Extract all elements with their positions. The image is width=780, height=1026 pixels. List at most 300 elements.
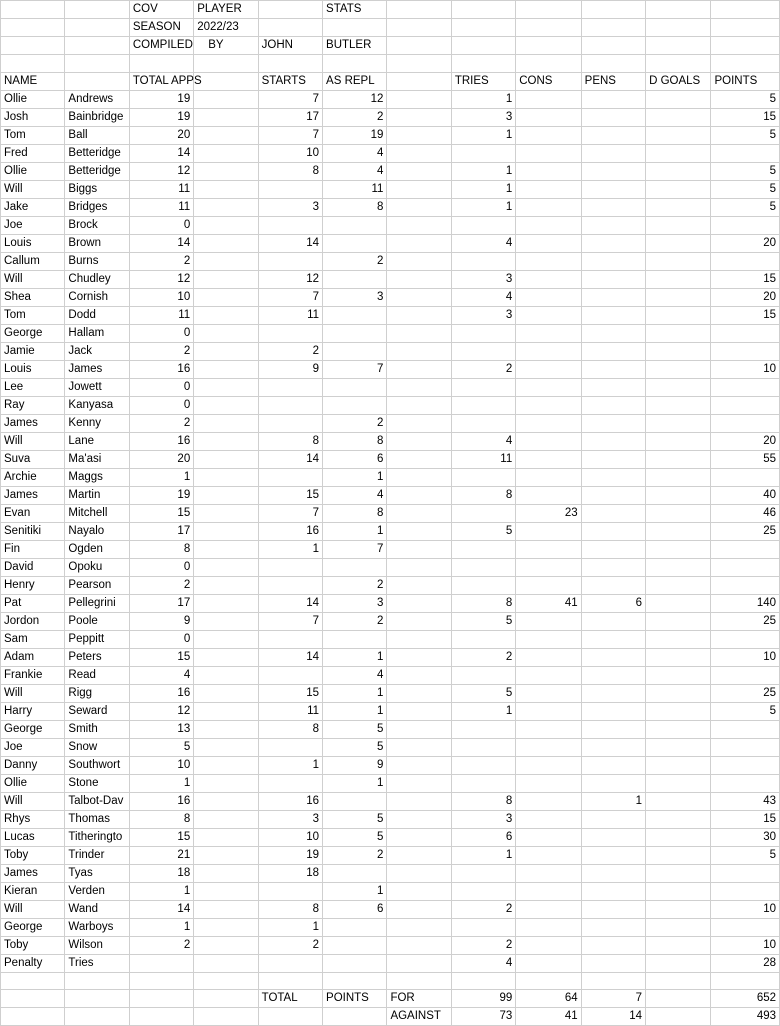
cell-cons[interactable]: 41 (516, 594, 581, 612)
cell-points[interactable] (711, 864, 780, 882)
cell-tries[interactable] (451, 774, 515, 792)
cell-as-repl[interactable]: 8 (323, 432, 387, 450)
cell-last-name[interactable]: Pearson (65, 576, 129, 594)
cell-total-apps[interactable]: 2 (129, 576, 193, 594)
cell-starts[interactable]: 7 (258, 612, 322, 630)
cell-cons[interactable] (516, 810, 581, 828)
cell-points[interactable]: 5 (711, 126, 780, 144)
cell-last-name[interactable]: Chudley (65, 270, 129, 288)
cell-as-repl[interactable]: 2 (323, 108, 387, 126)
cell-first-name[interactable]: Ray (1, 396, 65, 414)
cell-d-goals[interactable] (646, 180, 711, 198)
totals-against-cons[interactable]: 41 (516, 1008, 581, 1026)
cell-cons[interactable] (516, 648, 581, 666)
cell-tries[interactable]: 3 (451, 108, 515, 126)
cell-last-name[interactable]: Kanyasa (65, 396, 129, 414)
cell-as-repl[interactable]: 4 (323, 486, 387, 504)
cell-pens[interactable] (581, 270, 645, 288)
cell-tries[interactable] (451, 504, 515, 522)
cell-d-goals[interactable] (646, 504, 711, 522)
cell-first-name[interactable]: Will (1, 684, 65, 702)
cell-as-repl[interactable]: 4 (323, 162, 387, 180)
cell-last-name[interactable]: Ogden (65, 540, 129, 558)
cell-empty[interactable] (387, 918, 451, 936)
cell-empty[interactable] (194, 90, 258, 108)
cell-points[interactable] (711, 882, 780, 900)
cell-starts[interactable]: 7 (258, 90, 322, 108)
cell-total-apps[interactable]: 12 (129, 702, 193, 720)
cell-first-name[interactable]: Henry (1, 576, 65, 594)
cell-first-name[interactable]: Frankie (1, 666, 65, 684)
cell-as-repl[interactable]: 4 (323, 144, 387, 162)
cell-starts[interactable]: 7 (258, 288, 322, 306)
cell-cons[interactable] (516, 900, 581, 918)
col-d-goals[interactable]: D GOALS (646, 72, 711, 90)
cell-as-repl[interactable] (323, 936, 387, 954)
cell-total-apps[interactable]: 0 (129, 630, 193, 648)
cell-pens[interactable] (581, 576, 645, 594)
cell-as-repl[interactable]: 3 (323, 594, 387, 612)
cell-d-goals[interactable] (646, 792, 711, 810)
cell-first-name[interactable]: Callum (1, 252, 65, 270)
cell-first-name[interactable]: Tom (1, 306, 65, 324)
cell-starts[interactable]: 8 (258, 720, 322, 738)
cell-pens[interactable] (581, 306, 645, 324)
cell-d-goals[interactable] (646, 558, 711, 576)
cell-points[interactable]: 140 (711, 594, 780, 612)
cell-pens[interactable] (581, 504, 645, 522)
cell-starts[interactable]: 14 (258, 594, 322, 612)
cell-first-name[interactable]: Tom (1, 126, 65, 144)
cell-tries[interactable]: 1 (451, 126, 515, 144)
cell-empty[interactable] (194, 486, 258, 504)
cell-starts[interactable] (258, 576, 322, 594)
cell-cons[interactable] (516, 180, 581, 198)
cell-empty[interactable] (387, 324, 451, 342)
cell-as-repl[interactable] (323, 216, 387, 234)
cell-first-name[interactable]: Louis (1, 234, 65, 252)
cell-d-goals[interactable] (646, 648, 711, 666)
cell-points[interactable]: 10 (711, 360, 780, 378)
cell-first-name[interactable]: Josh (1, 108, 65, 126)
cell-as-repl[interactable]: 5 (323, 828, 387, 846)
cell-tries[interactable] (451, 720, 515, 738)
cell-tries[interactable]: 3 (451, 810, 515, 828)
cell-starts[interactable] (258, 252, 322, 270)
cell-d-goals[interactable] (646, 288, 711, 306)
cell-tries[interactable]: 3 (451, 270, 515, 288)
cell-pens[interactable] (581, 468, 645, 486)
cell-cons[interactable] (516, 540, 581, 558)
cell-total-apps[interactable]: 1 (129, 918, 193, 936)
cell-first-name[interactable]: Toby (1, 936, 65, 954)
cell-total-apps[interactable]: 2 (129, 936, 193, 954)
cell-starts[interactable]: 16 (258, 792, 322, 810)
cell-last-name[interactable]: Titheringto (65, 828, 129, 846)
cell-pens[interactable] (581, 666, 645, 684)
cell-empty[interactable] (387, 450, 451, 468)
cell-tries[interactable]: 2 (451, 360, 515, 378)
cell-cons[interactable] (516, 216, 581, 234)
cell-pens[interactable] (581, 846, 645, 864)
cell-pens[interactable] (581, 558, 645, 576)
cell-starts[interactable]: 8 (258, 162, 322, 180)
cell-pens[interactable] (581, 486, 645, 504)
cell-empty[interactable] (387, 846, 451, 864)
cell-empty[interactable] (387, 180, 451, 198)
cell-starts[interactable]: 3 (258, 810, 322, 828)
cell-empty[interactable] (387, 702, 451, 720)
cell-last-name[interactable]: Thomas (65, 810, 129, 828)
cell-empty[interactable] (387, 612, 451, 630)
cell-points[interactable] (711, 540, 780, 558)
cell-tries[interactable] (451, 918, 515, 936)
cell-as-repl[interactable]: 3 (323, 288, 387, 306)
cell-empty[interactable] (194, 414, 258, 432)
cell-cons[interactable] (516, 720, 581, 738)
cell-pens[interactable] (581, 954, 645, 972)
cell-first-name[interactable]: Ollie (1, 90, 65, 108)
cell-empty[interactable] (387, 216, 451, 234)
cell-total-apps[interactable]: 21 (129, 846, 193, 864)
cell-d-goals[interactable] (646, 360, 711, 378)
cell-empty[interactable] (194, 594, 258, 612)
cell-d-goals[interactable] (646, 702, 711, 720)
cell-points[interactable]: 15 (711, 810, 780, 828)
cell-first-name[interactable]: Ollie (1, 162, 65, 180)
cell-total-apps[interactable]: 11 (129, 198, 193, 216)
cell-tries[interactable] (451, 576, 515, 594)
cell-points[interactable]: 5 (711, 90, 780, 108)
cell-pens[interactable] (581, 144, 645, 162)
cell-pens[interactable] (581, 882, 645, 900)
cell-pens[interactable] (581, 432, 645, 450)
cell-points[interactable] (711, 558, 780, 576)
cell-as-repl[interactable] (323, 630, 387, 648)
cell-total-apps[interactable]: 8 (129, 810, 193, 828)
cell-d-goals[interactable] (646, 720, 711, 738)
cell-pens[interactable] (581, 126, 645, 144)
cell-pens[interactable] (581, 684, 645, 702)
cell-as-repl[interactable]: 1 (323, 468, 387, 486)
cell-first-name[interactable]: James (1, 414, 65, 432)
cell-first-name[interactable]: George (1, 720, 65, 738)
cell-cons[interactable] (516, 666, 581, 684)
cell-tries[interactable] (451, 756, 515, 774)
cell-points[interactable] (711, 738, 780, 756)
cell-cons[interactable] (516, 450, 581, 468)
cell-as-repl[interactable] (323, 558, 387, 576)
cell-pens[interactable] (581, 90, 645, 108)
cell-total-apps[interactable]: 12 (129, 270, 193, 288)
cell-empty[interactable] (387, 648, 451, 666)
cell-total-apps[interactable]: 14 (129, 900, 193, 918)
totals-against-tries[interactable]: 73 (451, 1008, 515, 1026)
cell-empty[interactable] (194, 432, 258, 450)
cell-cons[interactable] (516, 738, 581, 756)
cell-last-name[interactable]: Tries (65, 954, 129, 972)
cell-starts[interactable]: 9 (258, 360, 322, 378)
cell-first-name[interactable]: Jamie (1, 342, 65, 360)
cell-cons[interactable] (516, 108, 581, 126)
cell-starts[interactable]: 2 (258, 936, 322, 954)
header-stats[interactable]: STATS (323, 1, 387, 19)
cell-cons[interactable] (516, 576, 581, 594)
cell-last-name[interactable]: Bainbridge (65, 108, 129, 126)
cell-first-name[interactable]: George (1, 324, 65, 342)
cell-as-repl[interactable]: 6 (323, 450, 387, 468)
cell-points[interactable] (711, 216, 780, 234)
cell-starts[interactable] (258, 396, 322, 414)
cell-starts[interactable]: 1 (258, 918, 322, 936)
cell-d-goals[interactable] (646, 522, 711, 540)
cell-points[interactable] (711, 774, 780, 792)
cell-empty[interactable] (387, 414, 451, 432)
cell-tries[interactable]: 1 (451, 180, 515, 198)
cell-empty[interactable] (387, 936, 451, 954)
cell-pens[interactable] (581, 378, 645, 396)
cell-empty[interactable] (387, 738, 451, 756)
cell-total-apps[interactable]: 12 (129, 162, 193, 180)
header-butler[interactable]: BUTLER (323, 37, 387, 55)
totals-for-points[interactable]: 652 (711, 990, 780, 1008)
cell-last-name[interactable]: Peppitt (65, 630, 129, 648)
cell-points[interactable]: 5 (711, 162, 780, 180)
cell-pens[interactable] (581, 900, 645, 918)
cell-d-goals[interactable] (646, 936, 711, 954)
cell-d-goals[interactable] (646, 414, 711, 432)
cell-empty[interactable] (194, 252, 258, 270)
cell-starts[interactable] (258, 738, 322, 756)
cell-last-name[interactable]: Opoku (65, 558, 129, 576)
cell-last-name[interactable]: Betteridge (65, 144, 129, 162)
cell-starts[interactable] (258, 882, 322, 900)
cell-tries[interactable] (451, 738, 515, 756)
cell-as-repl[interactable]: 5 (323, 720, 387, 738)
cell-cons[interactable] (516, 288, 581, 306)
cell-as-repl[interactable]: 2 (323, 414, 387, 432)
cell-cons[interactable] (516, 144, 581, 162)
cell-pens[interactable] (581, 810, 645, 828)
cell-points[interactable] (711, 666, 780, 684)
col-cons[interactable]: CONS (516, 72, 581, 90)
cell-empty[interactable] (387, 900, 451, 918)
cell-d-goals[interactable] (646, 738, 711, 756)
cell-first-name[interactable]: James (1, 864, 65, 882)
header-player[interactable]: PLAYER (194, 1, 258, 19)
cell-starts[interactable] (258, 630, 322, 648)
cell-as-repl[interactable] (323, 306, 387, 324)
cell-d-goals[interactable] (646, 954, 711, 972)
cell-first-name[interactable]: Harry (1, 702, 65, 720)
cell-total-apps[interactable]: 0 (129, 216, 193, 234)
cell-points[interactable]: 15 (711, 270, 780, 288)
cell-first-name[interactable]: Fin (1, 540, 65, 558)
cell-as-repl[interactable] (323, 792, 387, 810)
cell-starts[interactable]: 2 (258, 342, 322, 360)
cell-total-apps[interactable]: 19 (129, 108, 193, 126)
cell-as-repl[interactable]: 1 (323, 774, 387, 792)
cell-total-apps[interactable]: 13 (129, 720, 193, 738)
totals-for-dgoals[interactable] (646, 990, 711, 1008)
cell-starts[interactable]: 8 (258, 900, 322, 918)
cell-pens[interactable] (581, 756, 645, 774)
cell-tries[interactable]: 4 (451, 432, 515, 450)
cell-empty[interactable] (194, 702, 258, 720)
cell-cons[interactable] (516, 414, 581, 432)
cell-as-repl[interactable]: 7 (323, 360, 387, 378)
cell-tries[interactable] (451, 378, 515, 396)
cell-d-goals[interactable] (646, 216, 711, 234)
cell-as-repl[interactable]: 6 (323, 900, 387, 918)
cell-d-goals[interactable] (646, 846, 711, 864)
cell-cons[interactable] (516, 522, 581, 540)
cell-as-repl[interactable] (323, 396, 387, 414)
cell-cons[interactable] (516, 396, 581, 414)
cell-last-name[interactable]: Southwort (65, 756, 129, 774)
cell-starts[interactable]: 17 (258, 108, 322, 126)
cell-first-name[interactable]: George (1, 918, 65, 936)
cell-cons[interactable] (516, 342, 581, 360)
cell-tries[interactable] (451, 144, 515, 162)
cell-empty[interactable] (194, 288, 258, 306)
cell-last-name[interactable]: Nayalo (65, 522, 129, 540)
cell-d-goals[interactable] (646, 756, 711, 774)
cell-last-name[interactable]: Mitchell (65, 504, 129, 522)
cell-cons[interactable] (516, 630, 581, 648)
cell-d-goals[interactable] (646, 918, 711, 936)
cell-total-apps[interactable]: 4 (129, 666, 193, 684)
cell-cons[interactable] (516, 468, 581, 486)
cell-last-name[interactable]: Talbot-Dav (65, 792, 129, 810)
cell-empty[interactable] (194, 666, 258, 684)
col-as-repl[interactable]: AS REPL (323, 72, 387, 90)
cell-tries[interactable]: 11 (451, 450, 515, 468)
cell-empty[interactable] (387, 954, 451, 972)
cell-first-name[interactable]: Pat (1, 594, 65, 612)
cell-d-goals[interactable] (646, 864, 711, 882)
totals-total-label[interactable]: TOTAL (258, 990, 322, 1008)
cell-as-repl[interactable]: 1 (323, 522, 387, 540)
cell-tries[interactable]: 3 (451, 306, 515, 324)
cell-empty[interactable] (194, 792, 258, 810)
cell-total-apps[interactable]: 2 (129, 252, 193, 270)
cell-d-goals[interactable] (646, 108, 711, 126)
cell-total-apps[interactable]: 19 (129, 90, 193, 108)
cell-d-goals[interactable] (646, 468, 711, 486)
cell-starts[interactable]: 18 (258, 864, 322, 882)
header-cov[interactable]: COV (129, 1, 193, 19)
cell-d-goals[interactable] (646, 378, 711, 396)
cell-cons[interactable] (516, 198, 581, 216)
cell-pens[interactable] (581, 180, 645, 198)
cell-empty[interactable] (387, 756, 451, 774)
cell-starts[interactable]: 15 (258, 684, 322, 702)
cell-empty[interactable] (387, 522, 451, 540)
cell-pens[interactable] (581, 414, 645, 432)
cell-as-repl[interactable]: 7 (323, 540, 387, 558)
cell-starts[interactable] (258, 666, 322, 684)
cell-points[interactable]: 20 (711, 288, 780, 306)
cell-d-goals[interactable] (646, 234, 711, 252)
cell-total-apps[interactable]: 0 (129, 558, 193, 576)
cell-tries[interactable] (451, 540, 515, 558)
cell-total-apps[interactable]: 10 (129, 288, 193, 306)
cell-as-repl[interactable]: 1 (323, 684, 387, 702)
cell-tries[interactable] (451, 342, 515, 360)
cell-tries[interactable]: 1 (451, 162, 515, 180)
cell-empty[interactable] (387, 486, 451, 504)
cell-last-name[interactable]: Poole (65, 612, 129, 630)
cell-empty[interactable] (194, 216, 258, 234)
cell-tries[interactable]: 1 (451, 90, 515, 108)
cell-tries[interactable]: 8 (451, 594, 515, 612)
cell-d-goals[interactable] (646, 576, 711, 594)
cell-last-name[interactable]: Peters (65, 648, 129, 666)
cell-empty[interactable] (194, 720, 258, 738)
cell-pens[interactable] (581, 324, 645, 342)
cell-total-apps[interactable]: 0 (129, 396, 193, 414)
cell-points[interactable]: 20 (711, 432, 780, 450)
cell-as-repl[interactable]: 2 (323, 612, 387, 630)
cell-d-goals[interactable] (646, 900, 711, 918)
cell-points[interactable]: 40 (711, 486, 780, 504)
cell-last-name[interactable]: Seward (65, 702, 129, 720)
cell-empty[interactable] (194, 882, 258, 900)
cell-tries[interactable]: 4 (451, 234, 515, 252)
cell-cons[interactable] (516, 432, 581, 450)
cell-d-goals[interactable] (646, 252, 711, 270)
cell-empty[interactable] (194, 828, 258, 846)
cell-empty[interactable] (387, 576, 451, 594)
cell-empty[interactable] (387, 774, 451, 792)
cell-first-name[interactable]: Toby (1, 846, 65, 864)
cell-d-goals[interactable] (646, 306, 711, 324)
cell-points[interactable] (711, 918, 780, 936)
cell-pens[interactable] (581, 828, 645, 846)
cell-as-repl[interactable]: 5 (323, 810, 387, 828)
cell-total-apps[interactable]: 1 (129, 774, 193, 792)
cell-cons[interactable] (516, 558, 581, 576)
cell-tries[interactable]: 1 (451, 198, 515, 216)
cell-cons[interactable] (516, 684, 581, 702)
cell-cons[interactable] (516, 882, 581, 900)
cell-total-apps[interactable]: 2 (129, 414, 193, 432)
cell-pens[interactable] (581, 234, 645, 252)
cell-points[interactable] (711, 468, 780, 486)
cell-first-name[interactable]: Lee (1, 378, 65, 396)
cell-as-repl[interactable]: 2 (323, 252, 387, 270)
cell-cons[interactable] (516, 792, 581, 810)
cell-total-apps[interactable]: 14 (129, 144, 193, 162)
cell-empty[interactable] (387, 342, 451, 360)
cell-empty[interactable] (387, 684, 451, 702)
cell-starts[interactable]: 11 (258, 702, 322, 720)
cell-cons[interactable] (516, 90, 581, 108)
cell-total-apps[interactable]: 1 (129, 468, 193, 486)
cell-d-goals[interactable] (646, 540, 711, 558)
cell-last-name[interactable]: Jowett (65, 378, 129, 396)
cell-empty[interactable] (387, 558, 451, 576)
cell-as-repl[interactable] (323, 954, 387, 972)
cell-d-goals[interactable] (646, 684, 711, 702)
cell-total-apps[interactable]: 1 (129, 882, 193, 900)
cell-last-name[interactable]: Rigg (65, 684, 129, 702)
cell-starts[interactable]: 14 (258, 648, 322, 666)
cell-empty[interactable] (194, 324, 258, 342)
cell-pens[interactable] (581, 108, 645, 126)
cell-empty[interactable] (194, 918, 258, 936)
